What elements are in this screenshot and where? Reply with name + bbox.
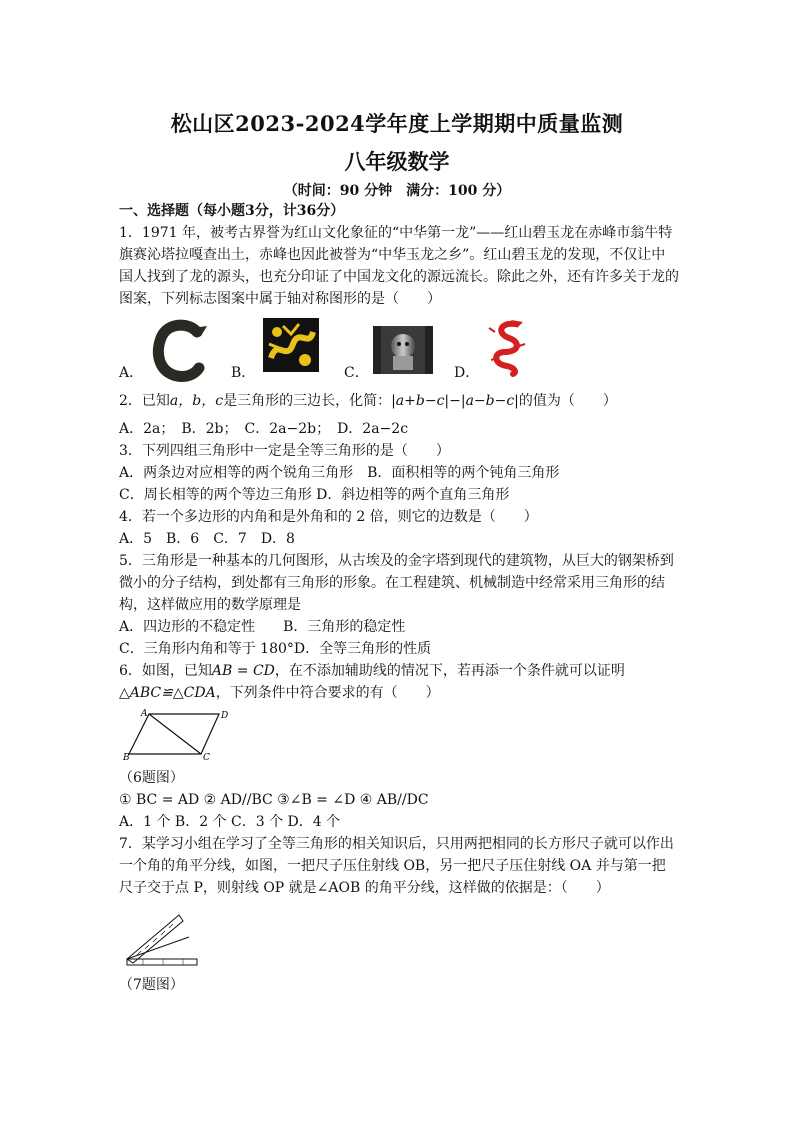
red-dragon-logo — [485, 318, 527, 374]
gold-dragon-logo — [263, 318, 319, 372]
q6-options: A．1 个 B．2 个 C．3 个 D．4 个 — [119, 814, 341, 830]
section-heading: 一、选择题（每小题3分，计36分） — [119, 203, 345, 219]
q6-text-pre: 6．如图，已知 — [119, 663, 212, 679]
question-2 — [119, 390, 679, 412]
dragon-statue-logo — [373, 326, 433, 374]
q6-parallelogram-figure — [123, 708, 229, 763]
q2-options: A．2a； B．2b； C．2a−2b； D．2a−2c — [119, 421, 409, 437]
q1-option-b-label: B． — [231, 365, 256, 381]
question-3: 3．下列四组三角形中一定是全等三角形的是（ ） — [119, 443, 450, 459]
q5-options-line-1: A．四边形的不稳定性 B．三角形的稳定性 — [119, 619, 406, 635]
q2-text-mid: 是三角形的三边长，化简： — [223, 393, 392, 409]
q6-figure-caption: （6题图） — [119, 770, 184, 786]
q2-text-pre: 2．已知 — [119, 393, 170, 409]
q5-options-line-2: C．三角形内角和等于 180°D．全等三角形的性质 — [119, 641, 432, 657]
exam-content — [119, 200, 679, 996]
page-title: 松山区2023-2024学年度上学期期中质量监测 — [170, 111, 624, 136]
q3-options-line-2: C．周长相等的两个等边三角形 D．斜边相等的两个直角三角形 — [119, 487, 510, 503]
q6-label-d: D — [221, 711, 229, 721]
q6-label-a: A — [141, 709, 148, 719]
exam-meta: （时间：90 分钟 满分：100 分） — [283, 183, 511, 199]
q2-vars: a，b，c — [169, 393, 224, 409]
subject-title: 八年级数学 — [344, 149, 450, 174]
question-4: 4．若一个多边形的内角和是外角和的 2 倍，则它的边数是（ ） — [119, 509, 538, 525]
question-1: 1．1971 年，被考古界誉为红山文化象征的“中华第一龙”——红山碧玉龙在赤峰市翁牛特旗赛沁塔拉嘎查出土，赤峰也因此被誉为“中华玉龙之乡”。红山碧玉龙的发现，不仅让中国人找到了龙的源头，也充分印证了中国龙文化的源远流长。除此之外，还有许多关于龙的图案，下列标志图案中属于轴对称图形的是（ ） — [119, 225, 679, 307]
q4-options: A．5 B．6 C．7 D．8 — [119, 531, 295, 547]
question-6 — [119, 660, 679, 704]
q1-option-a-label: A． — [119, 365, 144, 381]
question-5: 5．三角形是一种基本的几何图形，从古埃及的金字塔到现代的建筑物，从巨大的钢架桥到微小的分子结构，到处都有三角形的形象。在工程建筑、机械制造中经常采用三角形的结构，这样做应用的数学原理是 — [119, 553, 674, 613]
q6-label-b: B — [123, 753, 130, 763]
q3-options-line-1: A．两条边对应相等的两个锐角三角形 B．面积相等的两个钝角三角形 — [119, 465, 560, 481]
q1-options-row — [119, 318, 679, 384]
q6-label-c: C — [203, 753, 210, 763]
q6-text-post: ，下列条件中符合要求的有（ ） — [215, 685, 440, 701]
question-7: 7．某学习小组在学习了全等三角形的相关知识后，只用两把相同的长方形尺子就可以作出一个角的角平分线，如图，一把尺子压住射线 OB，另一把尺子压住射线 OA 并与第一把尺子交于点 P，则射线 OP 就是∠AOB 的角平分线，这样做的依据是：（ ） — [119, 836, 674, 896]
q6-congruence: △ABC≌△CDA — [119, 685, 216, 701]
q6-conditions: ① BC = AD ② AD//BC ③∠B = ∠D ④ AB//DC — [119, 792, 429, 808]
q1-option-d-label: D． — [454, 365, 480, 381]
q2-text-post: 的值为（ ） — [518, 393, 617, 409]
q7-rulers-figure — [123, 907, 203, 967]
q6-text-mid: ，在不添加辅助线的情况下，若再添一个条件就可以证明 — [274, 663, 625, 679]
q7-figure-caption: （7题图） — [119, 977, 184, 993]
jade-dragon-c-logo — [149, 318, 211, 380]
q2-expression: |a+b−c|−|a−b−c| — [391, 393, 519, 409]
q1-option-c-label: C． — [344, 365, 369, 381]
q6-given: AB = CD — [211, 663, 275, 679]
